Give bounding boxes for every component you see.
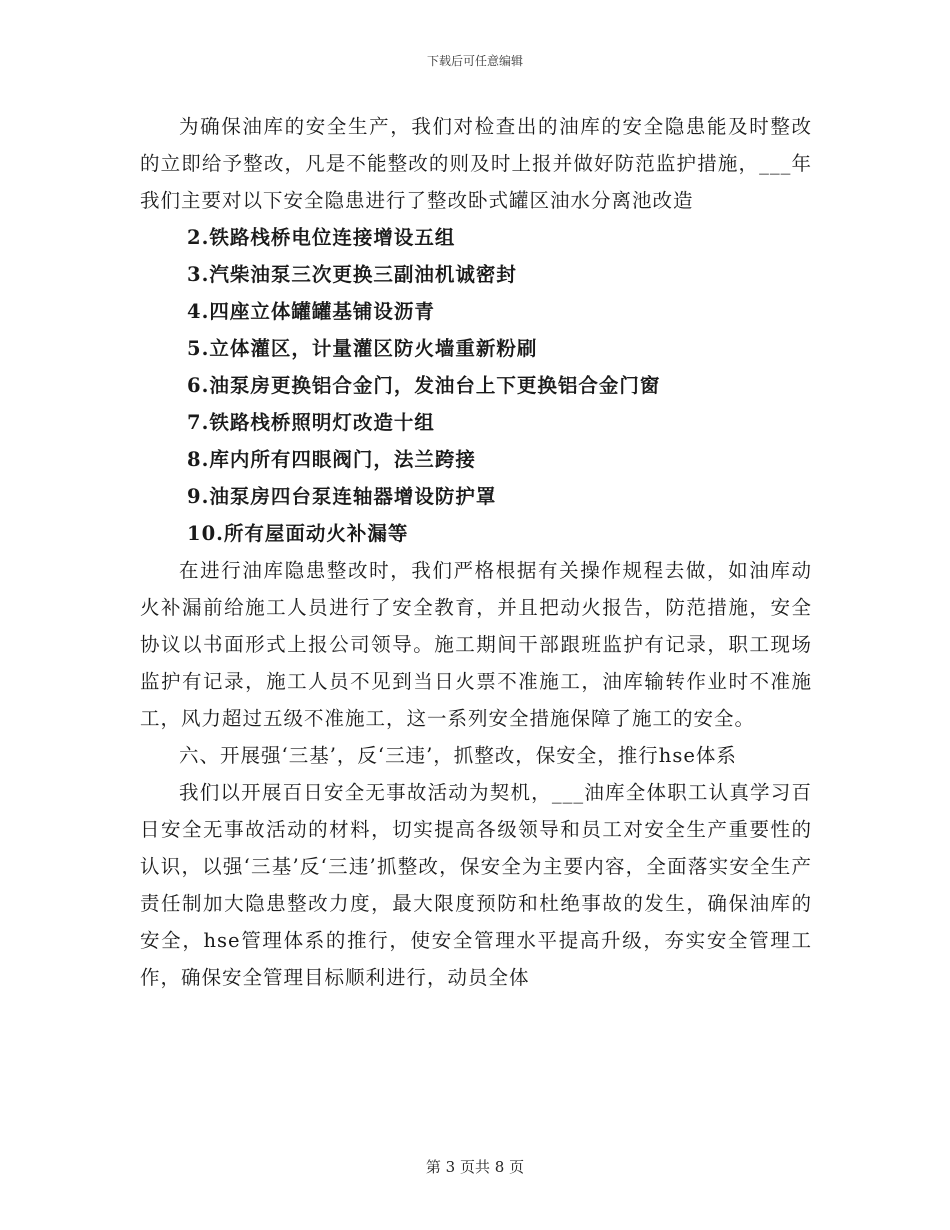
- list-item: 4.四座立体罐罐基铺设沥青: [187, 300, 435, 323]
- rectification-list: [140, 219, 812, 552]
- list-item: 2.铁路栈桥电位连接增设五组: [187, 226, 456, 249]
- list-item: 9.油泵房四台泵连轴器增设防护罩: [187, 485, 497, 508]
- list-item: 5.立体灌区，计量灌区防火墙重新粉刷: [187, 337, 538, 360]
- list-item: 7.铁路栈桥照明灯改造十组: [187, 411, 435, 434]
- paragraph: 在进行油库隐患整改时，我们严格根据有关操作规程去做，如油库动火补漏前给施工人员进行了安全教育，并且把动火报告，防范措施，安全协议以书面形式上报公司领导。施工期间干部跟班监护有记录，职工现场监护有记录，施工人员不见到当日火票不准施工，油库输转作业时不准施工，风力超过五级不准施工，这一系列安全措施保障了施工的安全。: [140, 559, 812, 730]
- list-item: 8.库内所有四眼阀门，法兰跨接: [187, 448, 476, 471]
- list-item: 10.所有屋面动火补漏等: [187, 522, 409, 545]
- paragraph: 我们以开展百日安全无事故活动为契机，___油库全体职工认真学习百日安全无事故活动的材料，切实提高各级领导和员工对安全生产重要性的认识，以强‘三基’反‘三违’抓整改，保安全为主要内容，全面落实安全生产责任制加大隐患整改力度，最大限度预防和杜绝事故的发生，确保油库的安全，hse管理体系的推行，使安全管理水平提高升级，夯实安全管理工作，确保安全管理目标顺利进行，动员全体: [140, 781, 812, 989]
- paragraph: 为确保油库的安全生产，我们对检查出的油库的安全隐患能及时整改的立即给予整改，凡是不能整改的则及时上报并做好防范监护措施，___年我们主要对以下安全隐患进行了整改卧式罐区油水分离池改造: [140, 115, 812, 212]
- list-item: 3.汽柴油泵三次更换三副油机诚密封: [187, 263, 517, 286]
- section-heading: 六、开展强‘三基’，反‘三违’，抓整改，保安全，推行hse体系: [179, 744, 737, 767]
- document-body: [140, 108, 812, 996]
- list-item: 6.油泵房更换铝合金门，发油台上下更换铝合金门窗: [187, 374, 661, 397]
- page-footer: 第 3 页共 8 页: [425, 1158, 525, 1176]
- page-header: 下载后可任意编辑: [426, 54, 523, 68]
